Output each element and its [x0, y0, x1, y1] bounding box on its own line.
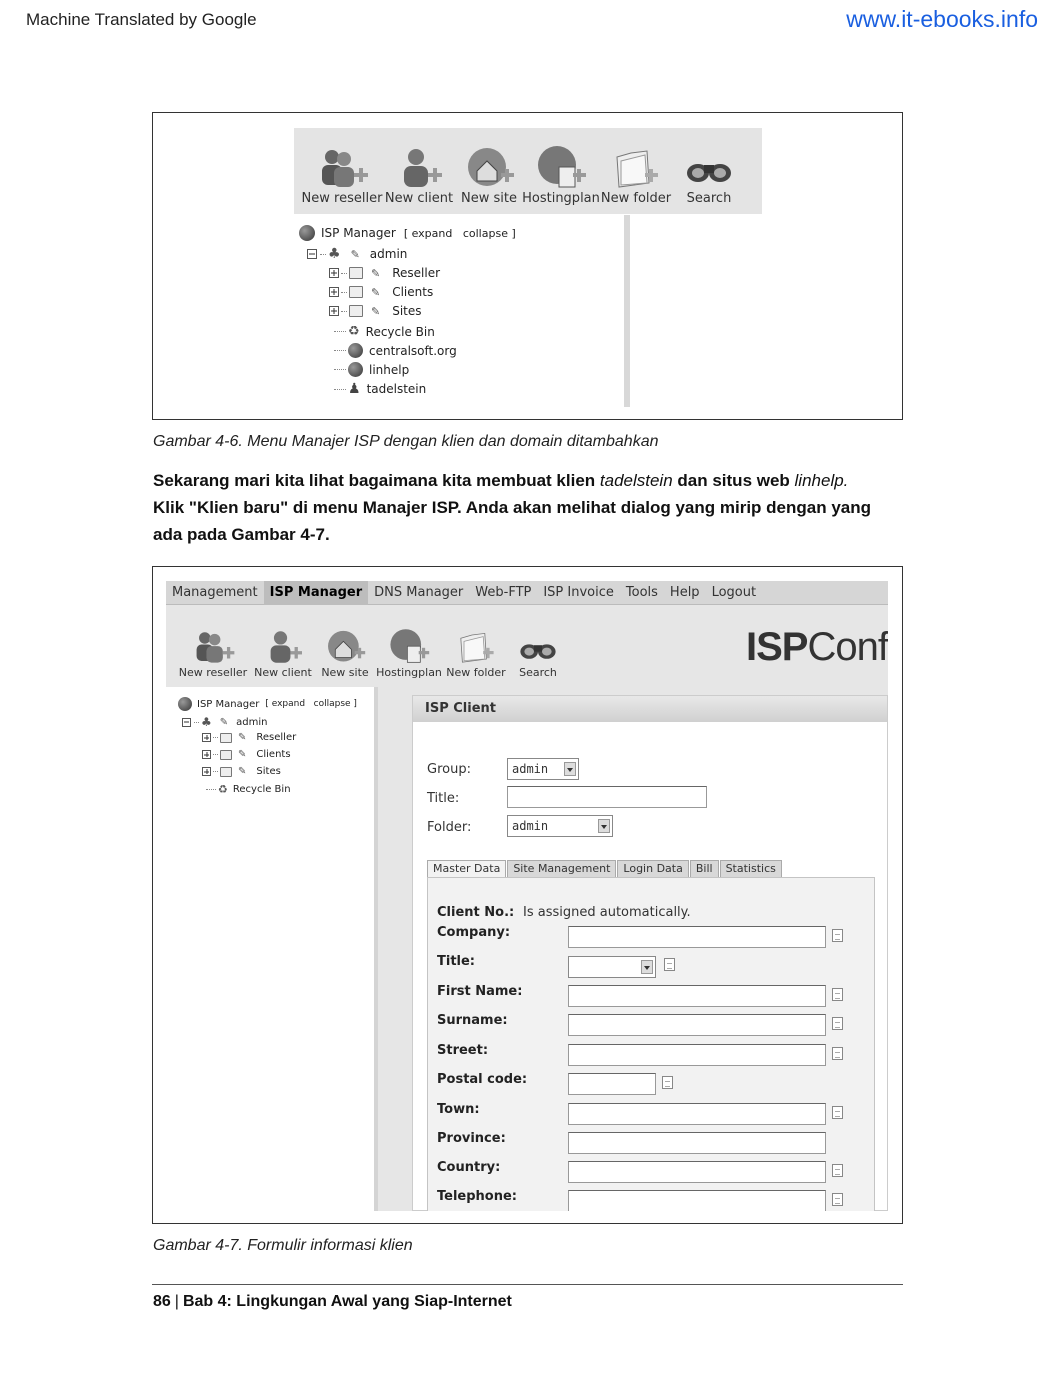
toolbar-new-client[interactable]: [384, 128, 454, 206]
pencil-icon[interactable]: ✎: [371, 285, 381, 299]
company-label: Company:: [437, 925, 511, 940]
country-label: Country:: [437, 1160, 501, 1175]
telephone-label: Telephone:: [437, 1189, 517, 1204]
recycle-bin-icon: ♻: [218, 783, 228, 796]
tree-item-sites[interactable]: [329, 304, 422, 318]
document-icon[interactable]: [832, 1047, 843, 1060]
document-icon[interactable]: [664, 958, 675, 971]
group-label: Group:: [427, 762, 471, 777]
document-icon[interactable]: [832, 1017, 843, 1030]
folder-icon: [349, 286, 363, 298]
toolbar-label: Hostingplan: [376, 666, 442, 679]
menu-bar: [166, 581, 888, 605]
tree-root: [299, 225, 516, 241]
document-icon[interactable]: [832, 929, 843, 942]
pencil-icon[interactable]: ✎: [219, 716, 229, 728]
tree-item-reseller[interactable]: [329, 266, 440, 280]
reseller-group-icon: ♣: [201, 715, 212, 729]
surname-label: Surname:: [437, 1013, 508, 1028]
panel-divider: [624, 215, 630, 407]
body-text-italic: linhelp.: [794, 471, 849, 490]
toolbar-new-reseller[interactable]: [300, 128, 384, 206]
menu-isp-manager[interactable]: ISP Manager: [264, 581, 369, 605]
tree-item-label: Sites: [256, 766, 281, 777]
client-icon: ♟: [348, 381, 361, 397]
postal-code-label: Postal code:: [437, 1072, 528, 1087]
new-client-icon: [262, 628, 304, 666]
tree-line: [194, 722, 199, 723]
toolbar-label: New reseller: [301, 191, 383, 206]
group-select-value: admin: [512, 762, 549, 776]
new-site-icon: [463, 145, 515, 191]
company-input[interactable]: [568, 926, 826, 948]
tree-item-site-centralsoft[interactable]: [334, 343, 457, 358]
first-name-input[interactable]: [568, 985, 826, 1007]
body-text-segment: dan situs web: [672, 471, 795, 490]
document-icon[interactable]: [832, 1106, 843, 1119]
expand-icon[interactable]: [329, 306, 339, 316]
figure-4-7: [152, 566, 903, 1224]
title-input[interactable]: [507, 786, 707, 808]
folder-icon: [220, 767, 232, 777]
tree-item-site-linhelp[interactable]: [334, 362, 409, 377]
tree-line: [213, 771, 218, 772]
figure-4-6: [152, 112, 903, 420]
menu-tools[interactable]: Tools: [625, 584, 658, 600]
tree-item-label: Reseller: [392, 266, 441, 280]
toolbar-new-site[interactable]: [316, 615, 374, 679]
ispconfig-logo: ISPConf: [746, 625, 888, 669]
tree-line: [341, 292, 347, 293]
client-no-label: Client No.:: [437, 905, 515, 920]
menu-management[interactable]: Management: [172, 584, 258, 600]
tree-item-label: centralsoft.org: [369, 343, 457, 358]
toolbar-hostingplan[interactable]: [374, 615, 444, 679]
new-reseller-icon: [190, 628, 236, 666]
hostingplan-icon: [535, 145, 587, 191]
toolbar-label: New folder: [600, 191, 672, 206]
page-footer: [153, 1293, 512, 1311]
new-reseller-icon: [314, 145, 370, 191]
collapse-icon[interactable]: [307, 249, 317, 259]
reseller-group-icon: ♣: [328, 246, 341, 262]
tree-item-label: tadelstein: [366, 382, 427, 396]
tree-line: [320, 254, 326, 255]
tree-item-sites[interactable]: [202, 766, 281, 777]
tree-line: [341, 311, 347, 312]
tree-item-label: Clients: [392, 285, 434, 299]
expand-icon[interactable]: [329, 287, 339, 297]
title-label: Title:: [427, 791, 460, 806]
tree-item-clients[interactable]: [329, 285, 433, 299]
toolbar-new-folder[interactable]: [444, 615, 508, 679]
toolbar-label: New site: [461, 191, 517, 206]
toolbar-search[interactable]: [674, 128, 744, 206]
toolbar: [176, 615, 568, 679]
toolbar-new-reseller[interactable]: [176, 615, 250, 679]
tree-item-admin[interactable]: [182, 715, 268, 729]
town-label: Town:: [437, 1102, 480, 1117]
document-icon[interactable]: [832, 1193, 843, 1206]
site-icon: [348, 343, 363, 358]
pencil-icon[interactable]: ✎: [371, 304, 381, 318]
menu-dns-manager[interactable]: DNS Manager: [374, 584, 464, 600]
pencil-icon[interactable]: ✎: [371, 266, 381, 280]
toolbar-label: Hostingplan: [522, 191, 600, 206]
toolbar-new-folder[interactable]: [598, 128, 674, 206]
province-input[interactable]: [568, 1132, 826, 1154]
tree-line: [341, 273, 347, 274]
tree-item-admin[interactable]: [307, 246, 407, 262]
binoculars-icon: [518, 634, 558, 666]
tree-item-recycle-bin[interactable]: [334, 324, 435, 339]
tree-root-label[interactable]: ISP Manager: [321, 226, 396, 240]
tree-item-label: Recycle Bin: [232, 784, 291, 795]
tree-item-recycle-bin[interactable]: [206, 783, 291, 796]
folder-icon: [349, 267, 363, 279]
group-select[interactable]: [507, 758, 579, 780]
surname-input[interactable]: [568, 1014, 826, 1036]
tab-site-management[interactable]: Site Management: [507, 860, 616, 877]
street-input[interactable]: [568, 1044, 826, 1066]
body-text-segment: Klik "Klien baru" di menu Manajer ISP. Anda akan melihat dialog yang mirip dengan yang ada pada Gambar 4-7.: [153, 498, 872, 544]
pencil-icon[interactable]: ✎: [238, 732, 247, 743]
tree-line: [334, 331, 346, 332]
tree-item-label: Recycle Bin: [365, 324, 435, 339]
collapse-icon[interactable]: [182, 718, 191, 727]
town-input[interactable]: [568, 1103, 826, 1125]
tree-item-label: admin: [369, 247, 408, 261]
folder-icon: [220, 733, 232, 743]
menu-help[interactable]: Help: [669, 584, 700, 600]
expand-icon[interactable]: [202, 750, 211, 759]
chapter-title: Bab 4: Lingkungan Awal yang Siap-Internet: [182, 1293, 512, 1310]
new-folder-icon: [456, 628, 496, 666]
tree-item-reseller[interactable]: [202, 732, 296, 743]
tree-line: [334, 350, 346, 351]
client-no-value: Is assigned automatically.: [523, 905, 691, 920]
folder-label: Folder:: [427, 820, 472, 835]
tree-line: [206, 789, 216, 790]
panel-title: ISP Client: [413, 696, 887, 722]
site-link[interactable]: www.it-ebooks.info: [846, 6, 1038, 32]
toolbar-new-site[interactable]: [454, 128, 524, 206]
tree-line: [334, 389, 346, 390]
postal-code-input[interactable]: [568, 1073, 656, 1095]
tab-login-data[interactable]: Login Data: [617, 860, 688, 877]
tree-root-label[interactable]: ISP Manager: [197, 698, 260, 710]
folder-icon: [349, 305, 363, 317]
figure-caption-4-6: Gambar 4-6. Menu Manajer ISP dengan klien dan domain ditambahkan: [153, 433, 659, 450]
left-tree-panel: [166, 687, 378, 1211]
body-text-italic: tadelstein: [599, 471, 673, 490]
expand-collapse-links[interactable]: [ expand collapse ]: [265, 699, 357, 709]
document-icon[interactable]: [662, 1076, 673, 1089]
toolbar-hostingplan[interactable]: [524, 128, 598, 206]
tree-line: [213, 737, 218, 738]
toolbar: [294, 128, 762, 214]
recycle-bin-icon: ♻: [348, 324, 360, 339]
document-icon[interactable]: [832, 988, 843, 1001]
body-text-segment: Sekarang mari kita lihat bagaimana kita membuat klien: [153, 471, 600, 490]
tab-bar: [427, 860, 783, 877]
expand-icon[interactable]: [202, 733, 211, 742]
toolbar-label: New reseller: [178, 666, 248, 679]
document-icon[interactable]: [832, 1164, 843, 1177]
pencil-icon[interactable]: ✎: [350, 247, 360, 261]
folder-select-value: admin: [512, 819, 549, 833]
folder-select[interactable]: [507, 815, 613, 837]
toolbar-new-client[interactable]: [250, 615, 316, 679]
pencil-icon[interactable]: ✎: [238, 766, 247, 777]
tab-bill[interactable]: Bill: [690, 860, 719, 877]
figure-caption-4-7: Gambar 4-7. Formulir informasi klien: [153, 1237, 413, 1254]
chevron-down-icon: [564, 762, 576, 776]
toolbar-search[interactable]: [508, 615, 568, 679]
tree-item-label: Clients: [256, 749, 291, 760]
tree-item-label: Sites: [392, 304, 422, 318]
new-site-icon: [324, 628, 366, 666]
toolbar-label: New client: [384, 191, 454, 206]
expand-icon[interactable]: [329, 268, 339, 278]
footer-rule: [152, 1284, 903, 1285]
master-data-form: [427, 877, 875, 1211]
country-input[interactable]: [568, 1161, 826, 1183]
tab-master-data[interactable]: Master Data: [427, 860, 506, 877]
hostingplan-icon: [388, 628, 430, 666]
expand-collapse-links[interactable]: [ expand collapse ]: [403, 226, 516, 240]
site-icon: [348, 362, 363, 377]
pencil-icon[interactable]: ✎: [238, 749, 247, 760]
tree-item-label: Reseller: [256, 732, 297, 743]
new-client-icon: [394, 145, 444, 191]
tree-line: [213, 754, 218, 755]
ispconfig-window: [166, 581, 888, 1211]
folder-icon: [220, 750, 232, 760]
tree-item-client-tadelstein[interactable]: [334, 381, 426, 397]
title-field-label: Title:: [437, 954, 476, 969]
toolbar-label: New site: [321, 666, 369, 679]
tree-root: [178, 697, 357, 711]
globe-icon: [178, 697, 192, 711]
tree-item-label: admin: [236, 716, 268, 728]
isp-client-panel: [412, 695, 888, 1211]
province-label: Province:: [437, 1131, 506, 1146]
globe-icon: [299, 225, 315, 241]
new-folder-icon: [611, 145, 661, 191]
page-number: 86: [153, 1293, 171, 1310]
title-select[interactable]: [568, 956, 656, 978]
telephone-input[interactable]: [568, 1190, 826, 1211]
chevron-down-icon: [598, 819, 610, 833]
body-paragraph: [153, 467, 903, 548]
first-name-label: First Name:: [437, 984, 523, 999]
street-label: Street:: [437, 1043, 489, 1058]
tree-item-label: linhelp: [369, 362, 410, 377]
menu-isp-invoice[interactable]: ISP Invoice: [543, 584, 614, 600]
tab-statistics[interactable]: Statistics: [720, 860, 782, 877]
machine-translated-note: Machine Translated by Google: [26, 10, 257, 29]
toolbar-label: New client: [254, 666, 312, 679]
menu-logout[interactable]: Logout: [711, 584, 757, 600]
toolbar-label: New folder: [446, 666, 506, 679]
tree-item-clients[interactable]: [202, 749, 291, 760]
chevron-down-icon: [641, 960, 653, 974]
menu-web-ftp[interactable]: Web-FTP: [475, 584, 532, 600]
tree-line: [334, 369, 346, 370]
footer-separator: |: [174, 1293, 179, 1310]
expand-icon[interactable]: [202, 767, 211, 776]
toolbar-label: Search: [686, 191, 732, 206]
toolbar-label: Search: [519, 666, 557, 679]
binoculars-icon: [684, 151, 734, 191]
